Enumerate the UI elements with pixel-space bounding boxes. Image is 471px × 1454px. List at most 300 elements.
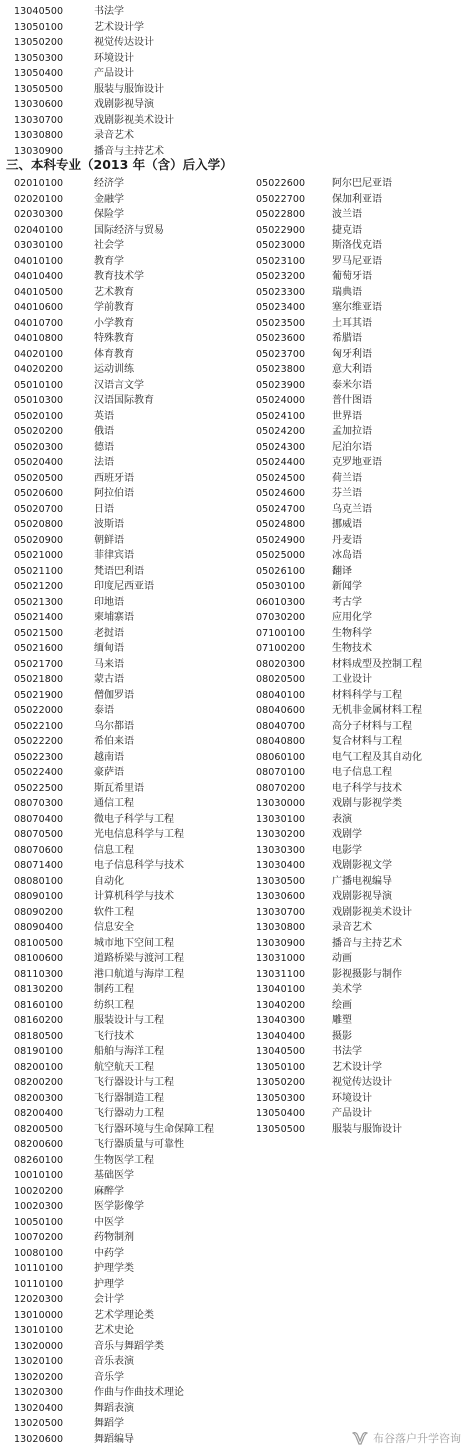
- major-name: 音乐与舞蹈学类: [94, 1340, 164, 1352]
- major-code: 13040200: [256, 999, 306, 1011]
- major-name: 斯瓦希里语: [94, 782, 144, 794]
- major-code: 13020600: [14, 1433, 64, 1445]
- major-name: 飞行器动力工程: [94, 1108, 164, 1119]
- right-list-row: [256, 424, 466, 440]
- major-name: 俄语: [94, 426, 114, 437]
- major-code: 04020100: [14, 348, 64, 360]
- major-name: 中药学: [94, 1247, 124, 1259]
- major-code: 08070300: [14, 798, 64, 809]
- major-name: 保险学: [94, 209, 124, 220]
- major-name: 录音艺术: [332, 922, 372, 933]
- right-list-row: [256, 378, 466, 394]
- right-list-row: [256, 548, 466, 564]
- left-list-row: [14, 347, 244, 363]
- right-list-row: [256, 595, 466, 611]
- major-name: 舞蹈表演: [94, 1402, 134, 1414]
- major-name: 意大利语: [332, 364, 372, 375]
- right-list-row: [256, 471, 466, 487]
- major-name: 葡萄牙语: [332, 271, 372, 282]
- major-name: 服装设计与工程: [94, 1015, 164, 1026]
- major-code: 13050400: [256, 1108, 306, 1119]
- major-code: 05020800: [14, 519, 64, 530]
- major-code: 13030800: [256, 922, 306, 933]
- major-code: 05021700: [14, 658, 64, 670]
- major-name: 波斯语: [94, 519, 124, 530]
- major-name: 复合材料与工程: [332, 736, 402, 747]
- major-name: 产品设计: [332, 1108, 372, 1119]
- major-name: 匈牙利语: [332, 348, 372, 360]
- left-list-row: [14, 1106, 244, 1122]
- right-list-row: [256, 905, 466, 921]
- left-list-row: [14, 703, 244, 719]
- right-list-row: [256, 455, 466, 471]
- major-name: 书法学: [94, 6, 124, 17]
- left-list-row: [14, 1246, 244, 1262]
- left-list-row: [14, 579, 244, 595]
- major-name: 塞尔维亚语: [332, 302, 382, 313]
- right-list-row: [256, 641, 466, 657]
- major-name: 电气工程及其自动化: [332, 751, 422, 763]
- major-code: 13030400: [256, 860, 306, 871]
- right-list-row: [256, 1075, 466, 1091]
- right-list-row: [256, 1060, 466, 1076]
- major-name: 广播电视编导: [332, 875, 392, 887]
- major-code: 04010400: [14, 271, 64, 282]
- major-name: 瑞典语: [332, 286, 362, 298]
- major-name: 孟加拉语: [332, 426, 372, 437]
- right-list-row: [256, 982, 466, 998]
- major-code: 12020300: [14, 1294, 64, 1305]
- left-list-row: [14, 874, 244, 890]
- left-list-row: [14, 967, 244, 983]
- major-code: 13010000: [14, 1309, 64, 1321]
- right-list-row: [256, 765, 466, 781]
- left-list-row: [14, 796, 244, 812]
- left-list-row: [14, 1308, 244, 1324]
- right-list-row: [256, 610, 466, 626]
- major-name: 缅甸语: [94, 643, 124, 654]
- major-name: 信息工程: [94, 844, 134, 856]
- major-code: 08040800: [256, 736, 306, 747]
- major-code: 13040300: [256, 1015, 306, 1026]
- major-name: 泰语: [94, 705, 114, 716]
- major-name: 生物医学工程: [94, 1154, 154, 1166]
- right-list-row: [256, 889, 466, 905]
- major-code: 08070500: [14, 829, 64, 840]
- right-list-row: [256, 1013, 466, 1029]
- major-name: 汉语国际教育: [94, 395, 154, 406]
- major-code: 05021100: [14, 565, 64, 577]
- right-list-row: [256, 486, 466, 502]
- major-code: 05024600: [256, 488, 306, 499]
- right-list-row: [256, 440, 466, 456]
- left-list-row: [14, 920, 244, 936]
- major-code: 13010100: [14, 1325, 64, 1336]
- major-name: 阿拉伯语: [94, 488, 134, 499]
- major-name: 航空航天工程: [94, 1061, 154, 1073]
- major-name: 材料成型及控制工程: [332, 658, 422, 670]
- major-name: 舞蹈学: [94, 1418, 124, 1429]
- right-list-row: [256, 238, 466, 254]
- major-code: 08200300: [14, 1092, 64, 1104]
- major-name: 电影学: [332, 844, 362, 856]
- major-code: 13050200: [14, 37, 64, 48]
- major-name: 日语: [94, 503, 114, 515]
- left-list-row: [14, 238, 244, 254]
- major-name: 戏剧影视美术设计: [332, 906, 412, 918]
- left-list-row: [14, 936, 244, 952]
- left-list-row: [14, 982, 244, 998]
- top-list-row: [14, 82, 454, 98]
- major-name: 环境设计: [332, 1092, 372, 1104]
- major-code: 13031100: [256, 968, 306, 980]
- major-code: 13030900: [14, 145, 64, 157]
- right-list-row: [256, 223, 466, 239]
- major-code: 05024100: [256, 410, 306, 422]
- top-list-row: [14, 51, 454, 67]
- major-code: 08160100: [14, 999, 64, 1011]
- major-code: 13030800: [14, 130, 64, 141]
- major-name: 服装与服饰设计: [332, 1123, 402, 1135]
- major-name: 麻醉学: [94, 1185, 124, 1197]
- major-code: 13030500: [256, 875, 306, 887]
- major-name: 工业设计: [332, 674, 372, 685]
- major-code: 07030200: [256, 612, 306, 623]
- watermark-text: 布谷落户升学咨询: [373, 1432, 461, 1445]
- major-code: 13020500: [14, 1418, 64, 1429]
- right-list-row: [256, 998, 466, 1014]
- major-code: 05023300: [256, 286, 306, 298]
- right-list-row: [256, 920, 466, 936]
- major-name: 飞行器环境与生命保障工程: [94, 1123, 214, 1135]
- major-code: 13020300: [14, 1387, 64, 1398]
- major-name: 艺术学理论类: [94, 1309, 154, 1321]
- major-name: 印度尼西亚语: [94, 581, 154, 592]
- left-list-row: [14, 1137, 244, 1153]
- major-code: 05022900: [256, 224, 306, 236]
- major-name: 产品设计: [94, 68, 134, 79]
- major-name: 泰米尔语: [332, 379, 372, 391]
- major-code: 05030100: [256, 581, 306, 592]
- left-list-row: [14, 998, 244, 1014]
- right-list-row: [256, 316, 466, 332]
- major-name: 朝鲜语: [94, 534, 124, 546]
- left-list-row: [14, 486, 244, 502]
- left-list-row: [14, 626, 244, 642]
- left-list-row: [14, 688, 244, 704]
- major-code: 08040700: [256, 720, 306, 732]
- major-code: 05024800: [256, 519, 306, 530]
- major-code: 13050300: [14, 52, 64, 64]
- right-list-row: [256, 176, 466, 192]
- major-name: 生物科学: [332, 627, 372, 639]
- right-list-row: [256, 688, 466, 704]
- major-code: 13050400: [14, 68, 64, 79]
- major-code: 05024700: [256, 503, 306, 515]
- major-code: 13020200: [14, 1371, 64, 1383]
- major-name: 环境设计: [94, 52, 134, 64]
- major-name: 艺术史论: [94, 1325, 134, 1336]
- right-list-row: [256, 254, 466, 270]
- right-list-row: [256, 951, 466, 967]
- major-code: 05010300: [14, 395, 64, 406]
- left-list-row: [14, 517, 244, 533]
- major-name: 录音艺术: [94, 130, 134, 141]
- major-name: 挪威语: [332, 519, 362, 530]
- major-name: 飞行器制造工程: [94, 1092, 164, 1104]
- major-name: 医学影像学: [94, 1201, 144, 1212]
- left-list-row: [14, 1339, 244, 1355]
- major-code: 02010100: [14, 178, 64, 189]
- major-name: 国际经济与贸易: [94, 224, 164, 236]
- left-list-row: [14, 192, 244, 208]
- left-list-row: [14, 223, 244, 239]
- major-code: 05020300: [14, 441, 64, 453]
- major-name: 教育学: [94, 255, 124, 267]
- major-name: 菲律宾语: [94, 550, 134, 561]
- left-list-row: [14, 827, 244, 843]
- major-name: 高分子材料与工程: [332, 720, 412, 732]
- major-code: 06010300: [256, 596, 306, 608]
- left-list-row: [14, 393, 244, 409]
- right-list-row: [256, 843, 466, 859]
- major-name: 基础医学: [94, 1170, 134, 1181]
- major-code: 08110300: [14, 968, 64, 980]
- right-major-list: [256, 176, 466, 1137]
- left-list-row: [14, 1292, 244, 1308]
- major-name: 舞蹈编导: [94, 1433, 134, 1445]
- right-list-row: [256, 579, 466, 595]
- left-list-row: [14, 1230, 244, 1246]
- right-list-row: [256, 207, 466, 223]
- left-list-row: [14, 362, 244, 378]
- major-code: 05021900: [14, 689, 64, 701]
- major-code: 05024000: [256, 395, 306, 406]
- major-name: 经济学: [94, 178, 124, 189]
- left-list-row: [14, 1013, 244, 1029]
- major-code: 13030700: [256, 906, 306, 918]
- major-name: 动画: [332, 953, 352, 964]
- major-code: 08070100: [256, 767, 306, 778]
- major-code: 13030300: [256, 844, 306, 856]
- major-name: 波兰语: [332, 209, 362, 220]
- major-name: 通信工程: [94, 798, 134, 809]
- major-code: 13030600: [256, 891, 306, 902]
- major-code: 05022700: [256, 193, 306, 205]
- right-list-row: [256, 362, 466, 378]
- right-list-row: [256, 781, 466, 797]
- major-code: 08040600: [256, 705, 306, 716]
- major-code: 10010100: [14, 1170, 64, 1181]
- major-name: 飞行器设计与工程: [94, 1077, 174, 1088]
- major-name: 城市地下空间工程: [94, 937, 174, 949]
- major-code: 10070200: [14, 1232, 64, 1243]
- major-name: 梵语巴利语: [94, 565, 144, 577]
- right-list-row: [256, 874, 466, 890]
- left-list-row: [14, 657, 244, 673]
- major-code: 05022600: [256, 178, 306, 189]
- major-code: 08071400: [14, 860, 64, 871]
- major-name: 艺术教育: [94, 286, 134, 298]
- major-code: 08060100: [256, 751, 306, 763]
- right-list-row: [256, 564, 466, 580]
- major-name: 西班牙语: [94, 472, 134, 484]
- major-name: 土耳其语: [332, 317, 372, 329]
- major-code: 05023700: [256, 348, 306, 360]
- major-name: 雕塑: [332, 1015, 352, 1026]
- major-name: 普什图语: [332, 395, 372, 406]
- top-list-row: [14, 128, 454, 144]
- major-name: 药物制剂: [94, 1232, 134, 1243]
- left-list-row: [14, 424, 244, 440]
- left-list-row: [14, 548, 244, 564]
- major-code: 10110100: [14, 1278, 64, 1290]
- left-list-row: [14, 455, 244, 471]
- major-name: 计算机科学与技术: [94, 891, 174, 902]
- major-code: 08200100: [14, 1061, 64, 1073]
- left-list-row: [14, 1370, 244, 1386]
- major-code: 13030100: [256, 813, 306, 825]
- major-code: 05023100: [256, 255, 306, 267]
- major-code: 04010100: [14, 255, 64, 267]
- major-name: 艺术设计学: [332, 1061, 382, 1073]
- major-code: 08020500: [256, 674, 306, 685]
- left-list-row: [14, 595, 244, 611]
- left-list-row: [14, 409, 244, 425]
- right-list-row: [256, 192, 466, 208]
- major-name: 无机非金属材料工程: [332, 705, 422, 716]
- major-code: 04020200: [14, 364, 64, 375]
- major-name: 飞行器质量与可靠性: [94, 1139, 184, 1150]
- right-list-row: [256, 703, 466, 719]
- major-code: 08070600: [14, 844, 64, 856]
- major-code: 08090100: [14, 891, 64, 902]
- left-list-row: [14, 207, 244, 223]
- left-list-row: [14, 269, 244, 285]
- major-code: 05020700: [14, 503, 64, 515]
- major-name: 电子科学与技术: [332, 782, 402, 794]
- major-code: 10020200: [14, 1185, 64, 1197]
- left-list-row: [14, 1122, 244, 1138]
- major-name: 播音与主持艺术: [332, 937, 402, 949]
- major-code: 08090400: [14, 922, 64, 933]
- major-code: 13020400: [14, 1402, 64, 1414]
- major-code: 05021600: [14, 643, 64, 654]
- watermark: [352, 1430, 461, 1446]
- major-name: 戏剧影视导演: [332, 891, 392, 902]
- major-code: 08090200: [14, 906, 64, 918]
- major-code: 13030900: [256, 937, 306, 949]
- left-list-row: [14, 843, 244, 859]
- major-name: 电子信息工程: [332, 767, 392, 778]
- right-list-row: [256, 827, 466, 843]
- major-code: 13030700: [14, 114, 64, 126]
- major-name: 教育技术学: [94, 271, 144, 282]
- major-code: 08200400: [14, 1108, 64, 1119]
- major-code: 08160200: [14, 1015, 64, 1026]
- major-name: 会计学: [94, 1294, 124, 1305]
- left-list-row: [14, 254, 244, 270]
- left-list-row: [14, 1385, 244, 1401]
- top-major-list: [14, 4, 454, 159]
- major-code: 13020000: [14, 1340, 64, 1352]
- major-name: 翻译: [332, 565, 352, 577]
- major-code: 08080100: [14, 875, 64, 887]
- major-name: 纺织工程: [94, 999, 134, 1011]
- major-name: 音乐表演: [94, 1356, 134, 1367]
- major-name: 摄影: [332, 1030, 352, 1042]
- major-code: 05024900: [256, 534, 306, 546]
- major-code: 03030100: [14, 240, 64, 251]
- major-code: 07100100: [256, 627, 306, 639]
- major-name: 捷克语: [332, 224, 362, 236]
- major-code: 10080100: [14, 1247, 64, 1259]
- major-code: 05023800: [256, 364, 306, 375]
- top-list-row: [14, 113, 454, 129]
- major-name: 豪萨语: [94, 767, 124, 778]
- major-code: 08200500: [14, 1123, 64, 1135]
- right-list-row: [256, 812, 466, 828]
- left-list-row: [14, 734, 244, 750]
- left-list-row: [14, 905, 244, 921]
- top-list-row: [14, 35, 454, 51]
- top-list-row: [14, 97, 454, 113]
- major-name: 汉语言文学: [94, 379, 144, 391]
- left-list-row: [14, 1323, 244, 1339]
- major-name: 保加利亚语: [332, 193, 382, 205]
- right-list-row: [256, 734, 466, 750]
- left-list-row: [14, 672, 244, 688]
- major-code: 05024500: [256, 472, 306, 484]
- major-name: 考古学: [332, 596, 362, 608]
- major-code: 05020400: [14, 457, 64, 468]
- major-code: 10050100: [14, 1216, 64, 1228]
- major-name: 阿尔巴尼亚语: [332, 178, 392, 189]
- left-list-row: [14, 641, 244, 657]
- major-code: 05020200: [14, 426, 64, 437]
- major-code: 08070200: [256, 782, 306, 794]
- left-list-row: [14, 331, 244, 347]
- major-name: 书法学: [332, 1046, 362, 1057]
- major-code: 04010800: [14, 333, 64, 344]
- left-list-row: [14, 1153, 244, 1169]
- major-name: 马来语: [94, 658, 124, 670]
- major-code: 13030000: [256, 798, 306, 809]
- major-code: 04010600: [14, 302, 64, 313]
- right-list-row: [256, 1106, 466, 1122]
- major-code: 05023600: [256, 333, 306, 344]
- major-name: 道路桥梁与渡河工程: [94, 953, 184, 964]
- right-list-row: [256, 858, 466, 874]
- major-code: 13040100: [256, 984, 306, 995]
- left-list-row: [14, 1261, 244, 1277]
- left-list-row: [14, 719, 244, 735]
- left-list-row: [14, 1060, 244, 1076]
- right-list-row: [256, 672, 466, 688]
- right-list-row: [256, 1029, 466, 1045]
- left-list-row: [14, 1199, 244, 1215]
- major-code: 05024300: [256, 441, 306, 453]
- major-code: 05025000: [256, 550, 306, 561]
- major-code: 10020300: [14, 1201, 64, 1212]
- right-list-row: [256, 347, 466, 363]
- major-name: 视觉传达设计: [94, 37, 154, 48]
- major-name: 港口航道与海岸工程: [94, 968, 184, 980]
- major-name: 戏剧与影视学类: [332, 798, 402, 809]
- major-name: 特殊教育: [94, 333, 134, 344]
- left-list-row: [14, 858, 244, 874]
- left-list-row: [14, 1432, 244, 1448]
